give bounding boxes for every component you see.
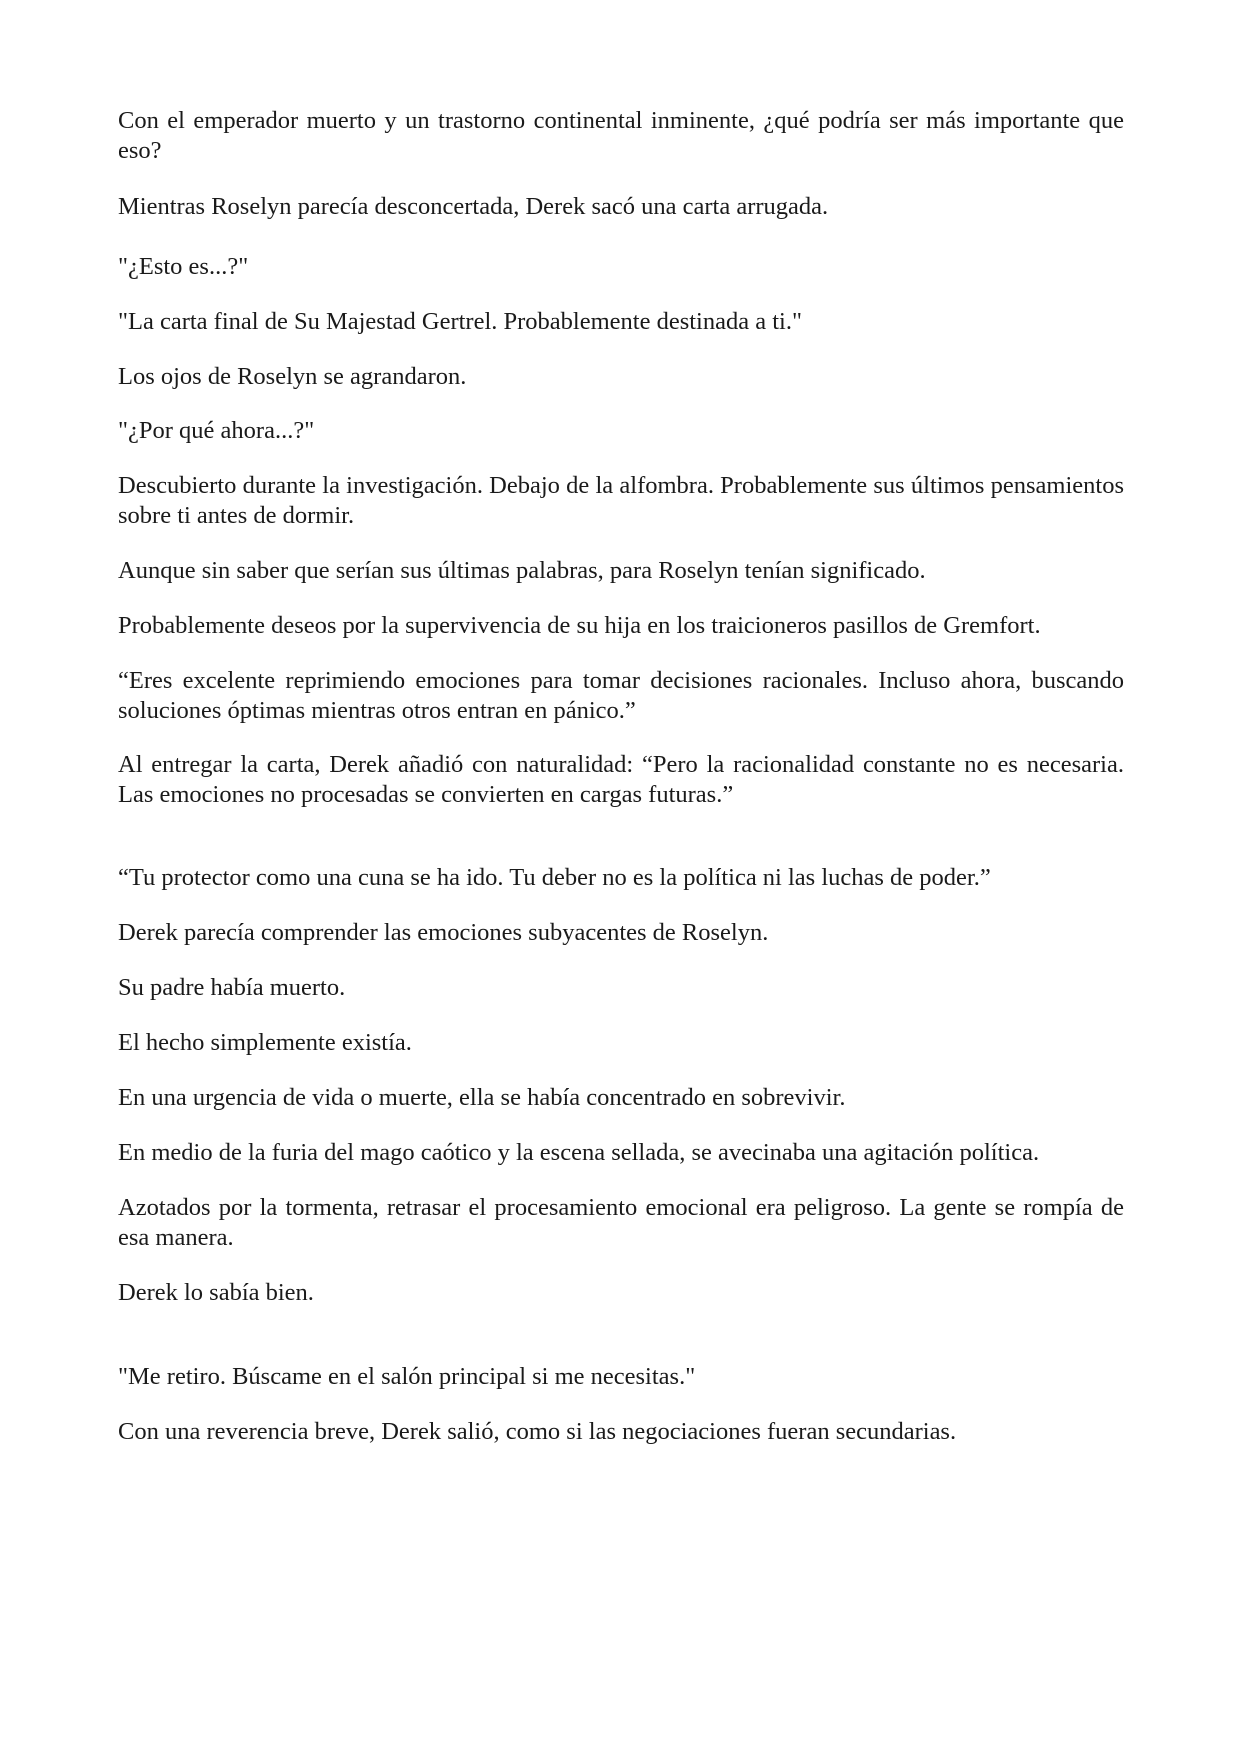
paragraph-4: "La carta final de Su Majestad Gertrel. Probablemente destinada a ti." [118,308,802,335]
paragraph-8: Aunque sin saber que serían sus últimas palabras, para Roselyn tenían significado. [118,557,926,584]
paragraph-7: Descubierto durante la investigación. Debajo de la alfombra. Probablemente sus últimos pensamientos sobre ti antes de dormir. [118,472,1124,529]
paragraph-19: Derek lo sabía bien. [118,1279,314,1306]
paragraph-10: “Eres excelente reprimiendo emociones para tomar decisiones racionales. Incluso ahora, buscando soluciones óptimas mientras otros entran en pánico.” [118,667,1124,724]
paragraph-2: Mientras Roselyn parecía desconcertada, Derek sacó una carta arrugada. [118,193,829,220]
paragraph-21: Con una reverencia breve, Derek salió, como si las negociaciones fueran secundarias. [118,1418,957,1445]
paragraph-1: Con el emperador muerto y un trastorno continental inminente, ¿qué podría ser más importante que eso? [118,107,1124,164]
paragraph-5: Los ojos de Roselyn se agrandaron. [118,363,467,390]
paragraph-20: "Me retiro. Búscame en el salón principal si me necesitas." [118,1363,696,1390]
paragraph-18: Azotados por la tormenta, retrasar el procesamiento emocional era peligroso. La gente se rompía de esa manera. [118,1194,1124,1251]
paragraph-15: El hecho simplemente existía. [118,1029,412,1056]
paragraph-9: Probablemente deseos por la supervivencia de su hija en los traicioneros pasillos de Gremfort. [118,612,1041,639]
paragraph-13: Derek parecía comprender las emociones subyacentes de Roselyn. [118,919,769,946]
paragraph-17: En medio de la furia del mago caótico y la escena sellada, se avecinaba una agitación política. [118,1139,1040,1166]
paragraph-16: En una urgencia de vida o muerte, ella se había concentrado en sobrevivir. [118,1084,846,1111]
paragraph-14: Su padre había muerto. [118,974,346,1001]
paragraph-12: “Tu protector como una cuna se ha ido. Tu deber no es la política ni las luchas de poder.” [118,864,991,891]
paragraph-11: Al entregar la carta, Derek añadió con naturalidad: “Pero la racionalidad constante no es necesaria. Las emociones no procesadas se convierten en cargas futuras.” [118,751,1124,808]
paragraph-6: "¿Por qué ahora...?" [118,417,315,444]
paragraph-3: "¿Esto es...?" [118,253,249,280]
